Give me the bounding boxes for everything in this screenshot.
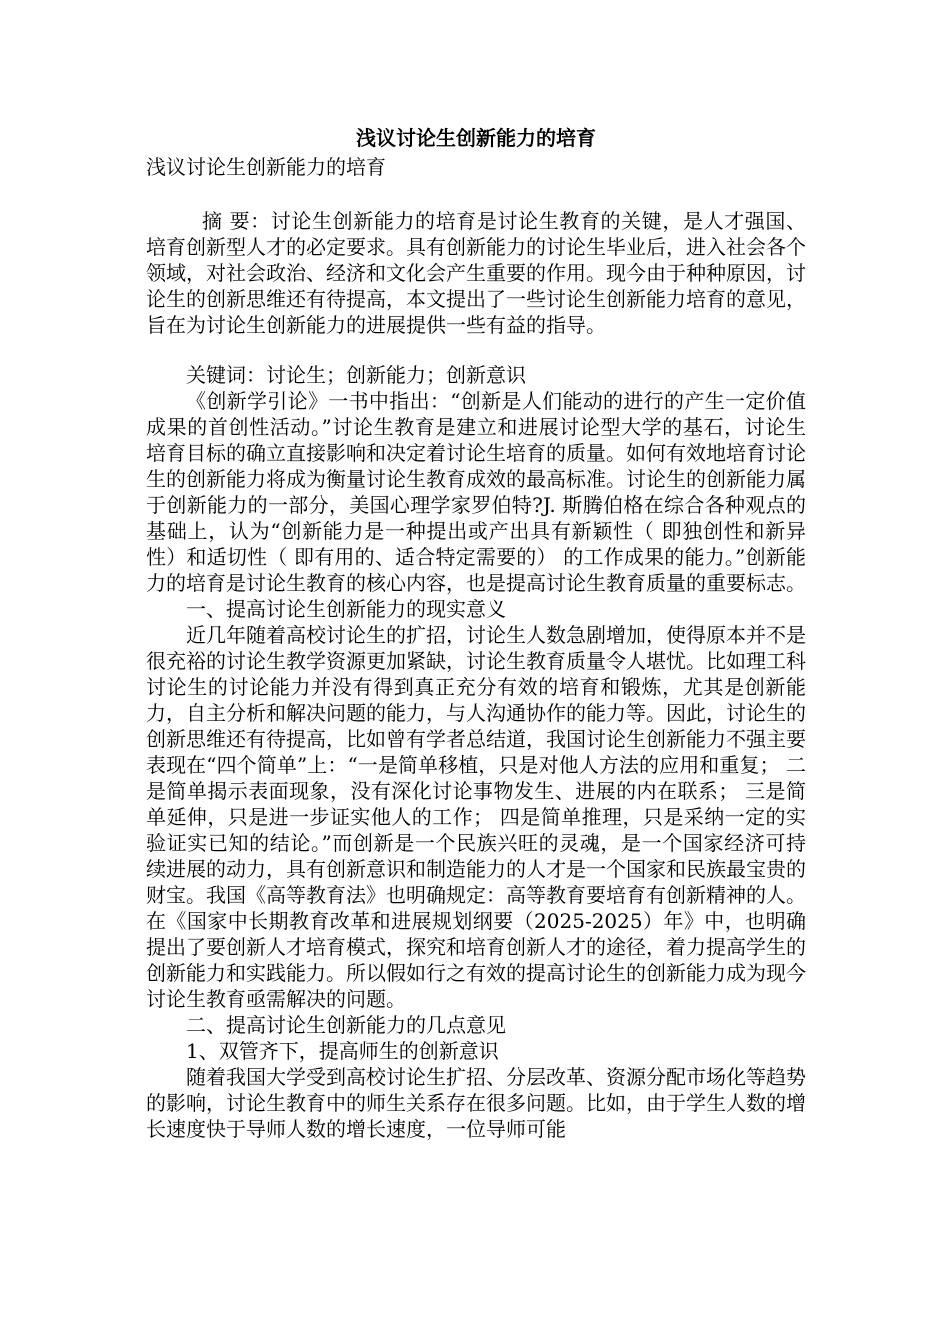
spacer — [146, 338, 806, 362]
document-page — [146, 122, 806, 1142]
section-heading-2: 二、提高讨论生创新能力的几点意见 — [186, 1013, 506, 1037]
section-2-paragraph: 随着我国大学受到高校讨论生扩招、分层改革、资源分配市场化等趋势的影响，讨论生教育中的师生关系存在很多问题。比如，由于学生人数的增长速度快于导师人数的增长速度，一位导师可能 — [146, 1065, 806, 1141]
spacer — [146, 180, 806, 208]
keywords-line: 关键词：讨论生；创新能力；创新意识 — [186, 363, 526, 387]
subsection-heading-2-1: 1、双管齐下，提高师生的创新意识 — [186, 1039, 499, 1063]
document-subtitle: 浅议讨论生创新能力的培育 — [146, 155, 386, 179]
section-heading-1: 一、提高讨论生创新能力的现实意义 — [186, 597, 506, 621]
intro-paragraph: 《创新学引论》一书中指出：“创新是人们能动的进行的产生一定价值成果的首创性活动。”讨论生教育是建立和进展讨论型大学的基石，讨论生培育目标的确立直接影响和决定着讨论生培育的质量。如何有效地培育讨论生的创新能力将成为衡量讨论生教育成效的最高标准。讨论生的创新能力属于创新能力的一部分，美国心理学家罗伯特?J. 斯腾伯格在综合各种观点的基础上，认为“创新能力是一种提出或产出具有新颖性（ 即独创性和新异性）和适切性（ 即有用的、适合特定需要的） 的工作成果的能力。”创新能力的培育是讨论生教育的核心内容，也是提高讨论生教育质量的重要标志。 — [146, 389, 806, 595]
document-title: 浅议讨论生创新能力的培育 — [356, 126, 596, 150]
section-1-paragraph: 近几年随着高校讨论生的扩招，讨论生人数急剧增加，使得原本并不是很充裕的讨论生教学资源更加紧缺，讨论生教育质量令人堪忧。比如理工科讨论生的讨论能力并没有得到真正充分有效的培育和锻炼，尤其是创新能力，自主分析和解决问题的能力，与人沟通协作的能力等。因此，讨论生的创新思维还有待提高，比如曾有学者总结道，我国讨论生创新能力不强主要表现在“四个简单”上：“一是简单移植，只是对他人方法的应用和重复； 二是简单揭示表面现象，没有深化讨论事物发生、进展的内在联系； 三是简单延伸，只是进一步证实他人的工作； 四是简单推理，只是采纳一定的实验证实已知的结论。”而创新是一个民族兴旺的灵魂，是一个国家经济可持续进展的动力，具有创新意识和制造能力的人才是一个国家和民族最宝贵的财宝。我国《高等教育法》也明确规定：高等教育要培育有创新精神的人。在《国家中长期教育改革和进展规划纲要（2025-2025）年》中，也明确提出了要创新人才培育模式，探究和培育创新人才的途径，着力提高学生的创新能力和实践能力。所以假如行之有效的提高讨论生的创新能力成为现今讨论生教育亟需解决的问题。 — [146, 623, 806, 1011]
abstract-paragraph: 摘 要：讨论生创新能力的培育是讨论生教育的关键，是人才强国、培育创新型人才的必定要求。具有创新能力的讨论生毕业后，进入社会各个领域，对社会政治、经济和文化会产生重要的作用。现今由于种种原因，讨论生的创新思维还有待提高，本文提出了一些讨论生创新能力培育的意见，旨在为讨论生创新能力的进展提供一些有益的指导。 — [146, 209, 806, 337]
